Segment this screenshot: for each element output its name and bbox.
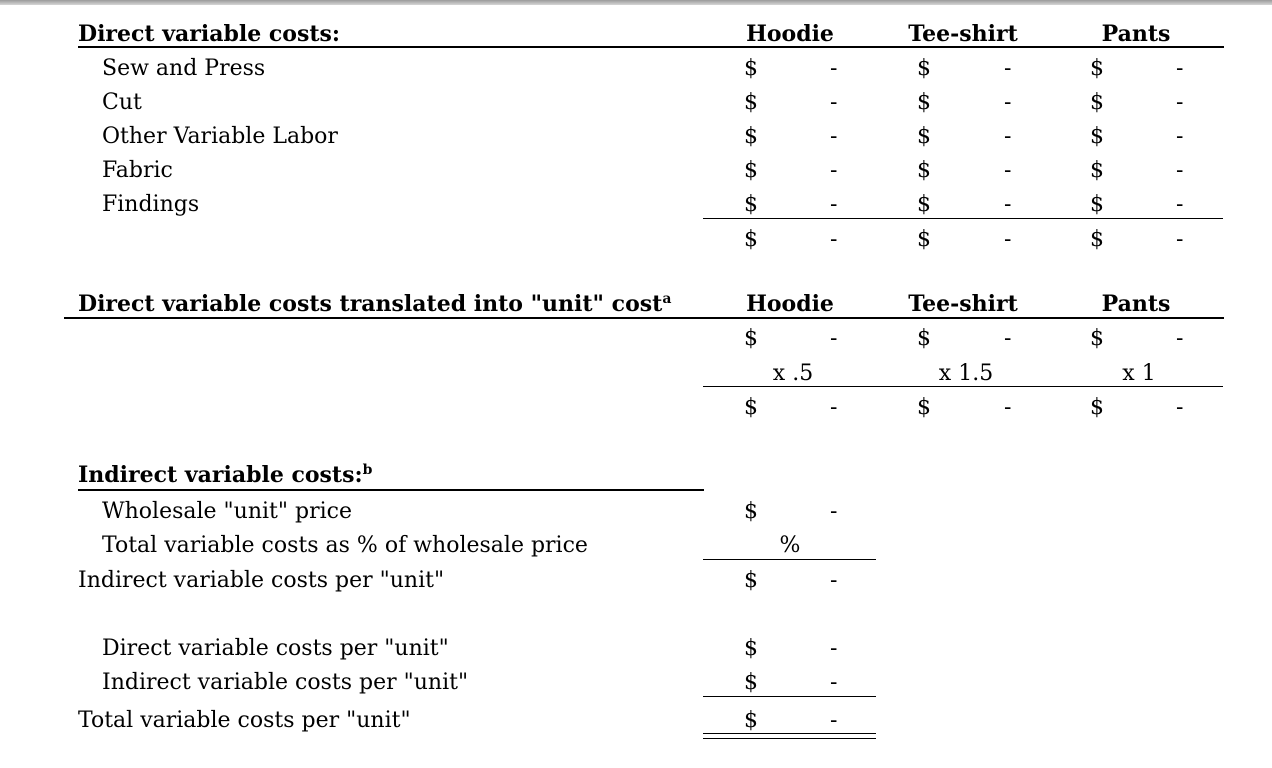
total-cost-per-unit-currency: $	[744, 708, 758, 733]
section2-col-hoodie: Hoodie	[746, 291, 834, 317]
cost-teeshirt-value: -	[1004, 56, 1012, 81]
cost-teeshirt-currency: $	[917, 56, 931, 81]
section3-heading	[78, 464, 372, 486]
cost-teeshirt-currency: $	[917, 158, 931, 183]
wholesale-price-value: -	[830, 499, 838, 524]
section1-header-rule	[78, 46, 1224, 48]
direct-cost-per-unit-value: -	[830, 636, 838, 661]
subtotal-pants-value: -	[1176, 227, 1184, 252]
indirect-cost-summary-label: Indirect variable costs per "unit"	[102, 670, 469, 695]
indirect-cost-per-unit-label: Indirect variable costs per "unit"	[78, 568, 445, 593]
cost-teeshirt-currency: $	[917, 124, 931, 149]
cost-pants-currency: $	[1090, 124, 1104, 149]
cost-pants-value: -	[1176, 192, 1184, 217]
section2-multiplier-teeshirt: x 1.5	[938, 361, 994, 386]
section1-subtotal-rule	[703, 218, 1223, 219]
cost-teeshirt-value: -	[1004, 90, 1012, 115]
cost-pants-value: -	[1176, 124, 1184, 149]
cost-teeshirt-currency: $	[917, 90, 931, 115]
section4-subtotal-rule	[703, 696, 876, 697]
unit-pants-value: -	[1176, 326, 1184, 351]
cost-hoodie-value: -	[830, 90, 838, 115]
section2-heading	[78, 293, 671, 315]
section2-heading-footnote: a	[662, 291, 672, 307]
section2-heading-text: Direct variable costs translated into "unit" cost	[78, 291, 663, 317]
subtotal-hoodie-currency: $	[744, 227, 758, 252]
total-cost-per-unit-value: -	[830, 708, 838, 733]
indirect-cost-summary-currency: $	[744, 670, 758, 695]
variable-cost-percent-symbol: %	[779, 533, 801, 558]
unit-result-hoodie-value: -	[830, 395, 838, 420]
cost-hoodie-value: -	[830, 56, 838, 81]
section2-col-pants: Pants	[1101, 291, 1171, 317]
cost-hoodie-value: -	[830, 124, 838, 149]
direct-cost-per-unit-currency: $	[744, 636, 758, 661]
unit-pants-currency: $	[1090, 326, 1104, 351]
cost-teeshirt-value: -	[1004, 192, 1012, 217]
cost-pants-currency: $	[1090, 56, 1104, 81]
section2-col-teeshirt: Tee-shirt	[908, 291, 1018, 317]
cost-row-label: Other Variable Labor	[102, 124, 338, 149]
cost-hoodie-value: -	[830, 192, 838, 217]
cost-hoodie-currency: $	[744, 56, 758, 81]
section2-multiplier-hoodie: x .5	[772, 361, 814, 386]
subtotal-teeshirt-currency: $	[917, 227, 931, 252]
cost-pants-value: -	[1176, 56, 1184, 81]
section2-result-rule	[703, 386, 1223, 387]
variable-cost-percent-label: Total variable costs as % of wholesale price	[102, 533, 588, 558]
subtotal-pants-currency: $	[1090, 227, 1104, 252]
cost-row-label: Sew and Press	[102, 56, 266, 81]
grand-total-double-rule	[703, 733, 876, 739]
cost-pants-currency: $	[1090, 90, 1104, 115]
cost-hoodie-value: -	[830, 158, 838, 183]
cost-teeshirt-currency: $	[917, 192, 931, 217]
cost-hoodie-currency: $	[744, 158, 758, 183]
section3-percent-rule	[703, 559, 876, 560]
subtotal-hoodie-value: -	[830, 227, 838, 252]
cost-hoodie-currency: $	[744, 90, 758, 115]
total-cost-per-unit-label: Total variable costs per "unit"	[78, 708, 411, 733]
section1-col-hoodie: Hoodie	[746, 21, 834, 47]
unit-teeshirt-value: -	[1004, 326, 1012, 351]
section3-header-rule	[78, 489, 704, 491]
section1-col-teeshirt: Tee-shirt	[908, 21, 1018, 47]
unit-result-hoodie-currency: $	[744, 395, 758, 420]
unit-hoodie-currency: $	[744, 326, 758, 351]
section3-heading-text: Indirect variable costs:	[78, 462, 363, 488]
section2-multiplier-pants: x 1	[1122, 361, 1156, 386]
unit-hoodie-value: -	[830, 326, 838, 351]
indirect-cost-per-unit-value: -	[830, 568, 838, 593]
window-top-border	[0, 0, 1272, 5]
indirect-cost-summary-value: -	[830, 670, 838, 695]
indirect-cost-per-unit-currency: $	[744, 568, 758, 593]
unit-result-teeshirt-currency: $	[917, 395, 931, 420]
cost-pants-currency: $	[1090, 158, 1104, 183]
cost-hoodie-currency: $	[744, 192, 758, 217]
unit-result-pants-value: -	[1176, 395, 1184, 420]
cost-pants-currency: $	[1090, 192, 1104, 217]
cost-pants-value: -	[1176, 90, 1184, 115]
cost-pants-value: -	[1176, 158, 1184, 183]
direct-cost-per-unit-label: Direct variable costs per "unit"	[102, 636, 449, 661]
wholesale-price-label: Wholesale "unit" price	[102, 499, 352, 524]
subtotal-teeshirt-value: -	[1004, 227, 1012, 252]
section2-header-rule	[64, 317, 1224, 319]
unit-teeshirt-currency: $	[917, 326, 931, 351]
cost-row-label: Findings	[102, 192, 200, 217]
cost-row-label: Cut	[102, 90, 142, 115]
cost-teeshirt-value: -	[1004, 124, 1012, 149]
section1-col-pants: Pants	[1101, 21, 1171, 47]
unit-result-pants-currency: $	[1090, 395, 1104, 420]
wholesale-price-currency: $	[744, 499, 758, 524]
section1-heading: Direct variable costs:	[78, 21, 341, 47]
cost-hoodie-currency: $	[744, 124, 758, 149]
cost-teeshirt-value: -	[1004, 158, 1012, 183]
cost-row-label: Fabric	[102, 158, 173, 183]
section3-heading-footnote: b	[362, 462, 373, 478]
unit-result-teeshirt-value: -	[1004, 395, 1012, 420]
